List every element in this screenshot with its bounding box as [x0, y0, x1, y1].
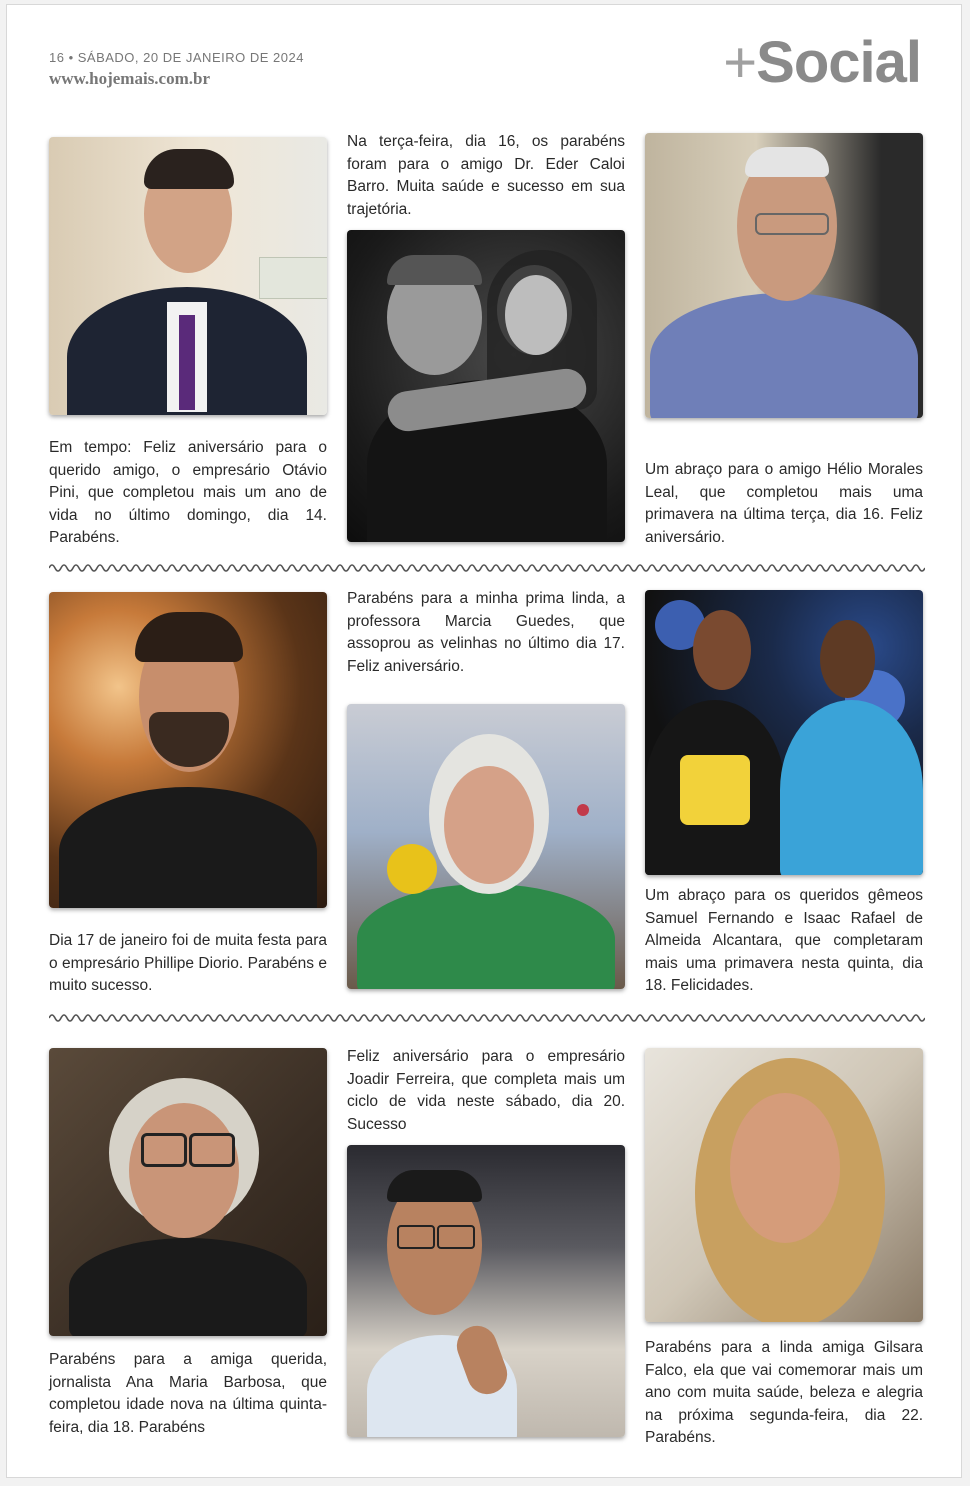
photo-phillipe — [49, 592, 327, 908]
section-brand — [723, 29, 921, 96]
photo-otavio — [49, 137, 327, 415]
caption-helio: Um abraço para o amigo Hélio Morales Leal, que completou mais uma primavera na última terça, dia 16. Feliz aniversário. — [645, 461, 923, 546]
caption-joadir: Feliz aniversário para o empresário Joadir Ferreira, que completa mais um ciclo de vida neste sábado, dia 20. Sucesso — [347, 1048, 625, 1133]
page-date-line: 16 • SÁBADO, 20 DE JANEIRO DE 2024 — [49, 50, 304, 65]
caption-gilsara: Parabéns para a linda amiga Gilsara Falco, ela que vai comemorar mais um ano com muita saúde, beleza e alegria na próxima segunda-feira, dia 22. Parabéns. — [645, 1339, 923, 1446]
brand-word: Social — [756, 30, 921, 95]
caption-phillipe: Dia 17 de janeiro foi de muita festa para o empresário Phillipe Diorio. Parabéns e muito sucesso. — [49, 932, 327, 994]
photo-joadir — [347, 1145, 625, 1437]
caption-ana: Parabéns para a amiga querida, jornalista Ana Maria Barbosa, que completou idade nova na última quinta-feira, dia 18. Parabéns — [49, 1351, 327, 1436]
wavy-divider — [49, 1011, 925, 1025]
caption-eder: Na terça-feira, dia 16, os parabéns foram para o amigo Dr. Eder Caloi Barro. Muita saúde e sucesso em sua trajetória. — [347, 133, 625, 218]
caption-gemeos: Um abraço para os queridos gêmeos Samuel Fernando e Isaac Rafael de Almeida Alcantara, que completaram mais uma primavera nesta quinta, dia 18. Felicidades. — [645, 887, 923, 994]
caption-marcia: Parabéns para a minha prima linda, a professora Marcia Guedes, que assoprou as velinhas no último dia 17. Feliz aniversário. — [347, 590, 625, 675]
brand-plus: + — [723, 30, 757, 95]
photo-helio — [645, 133, 923, 418]
photo-eder — [347, 230, 625, 542]
wavy-divider — [49, 561, 925, 575]
site-url: www.hojemais.com.br — [49, 69, 211, 88]
photo-ana — [49, 1048, 327, 1336]
photo-gemeos — [645, 590, 923, 875]
photo-gilsara — [645, 1048, 923, 1322]
newspaper-page — [6, 4, 962, 1478]
photo-marcia — [347, 704, 625, 989]
caption-otavio: Em tempo: Feliz aniversário para o querido amigo, o empresário Otávio Pini, que completou mais um ano de vida no último domingo, dia 14. Parabéns. — [49, 439, 327, 546]
